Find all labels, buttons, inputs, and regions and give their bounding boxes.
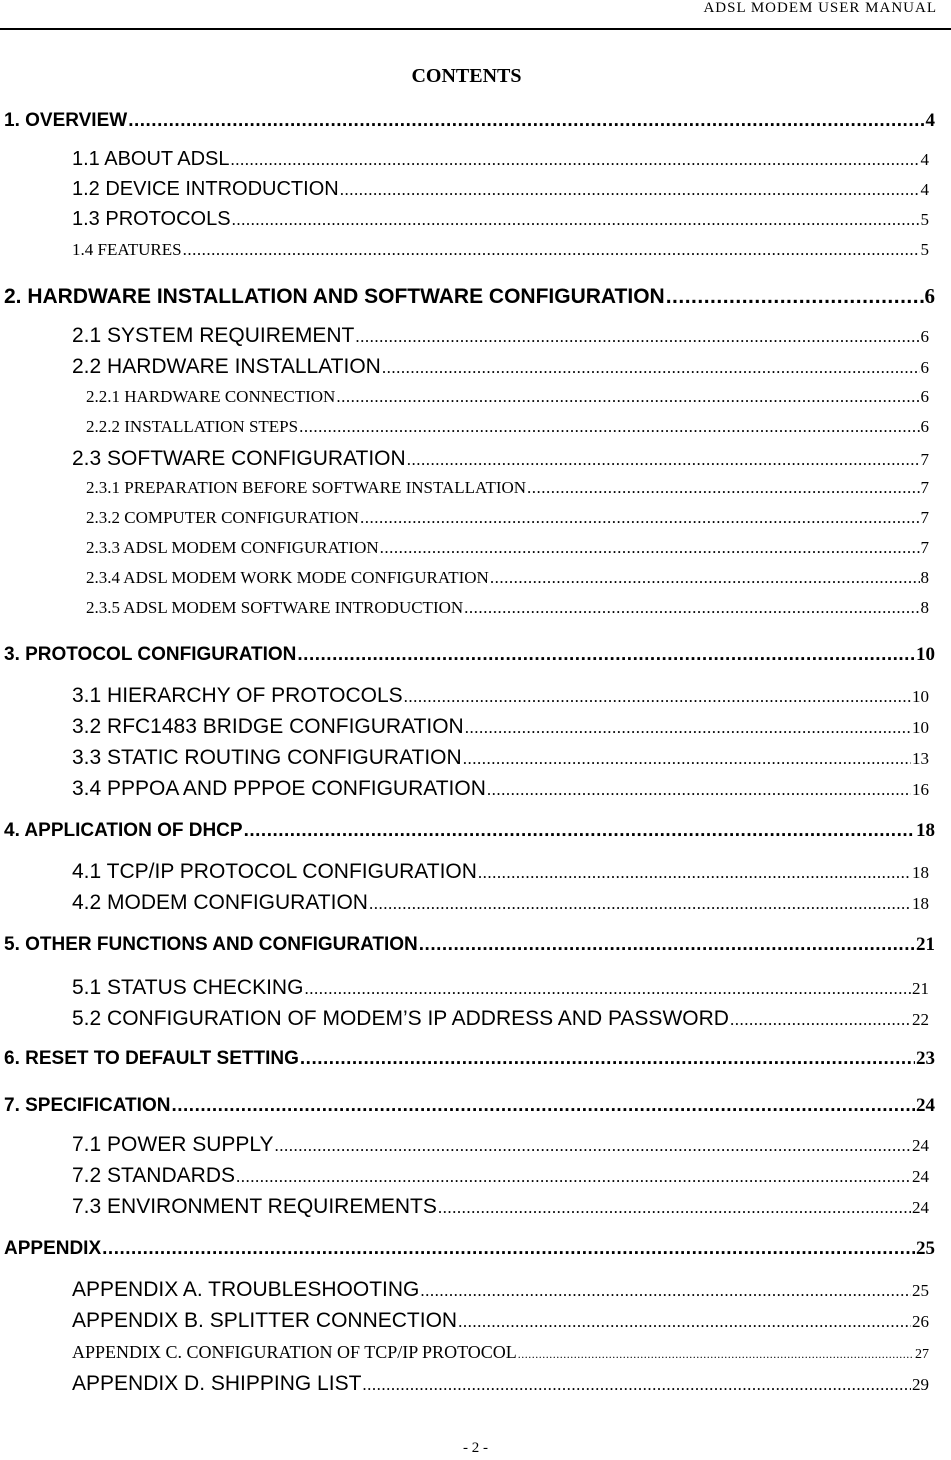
toc-entry-4-1[interactable] xyxy=(72,860,929,884)
toc-page: 13 xyxy=(912,749,929,768)
toc-page: 6 xyxy=(920,327,929,346)
toc-page: 22 xyxy=(912,1010,929,1029)
toc-entry-2-3-5[interactable] xyxy=(86,598,929,618)
toc-entry-5-1[interactable] xyxy=(72,976,929,1000)
toc-label: 1.1 ABOUT ADSL xyxy=(72,148,230,170)
toc-leader xyxy=(297,644,915,666)
toc-label: 4.1 TCP/IP PROTOCOL CONFIGURATION xyxy=(72,860,477,883)
toc-leader xyxy=(102,1238,915,1260)
toc-page: 16 xyxy=(912,780,929,799)
toc-page: 26 xyxy=(912,1312,929,1331)
toc-label: 4.2 MODEM CONFIGURATION xyxy=(72,891,368,914)
toc-page: 7 xyxy=(920,538,929,557)
toc-page: 10 xyxy=(912,718,929,737)
toc-entry-2[interactable] xyxy=(4,284,935,309)
toc-leader xyxy=(382,358,920,378)
toc-leader xyxy=(231,150,920,170)
toc-label: 3.2 RFC1483 BRIDGE CONFIGURATION xyxy=(72,715,464,738)
toc-page: 10 xyxy=(912,687,929,706)
toc-label: 2.3.5 ADSL MODEM SOFTWARE INTRODUCTION xyxy=(86,598,464,617)
toc-page: 24 xyxy=(912,1167,929,1186)
toc-entry-1-4[interactable] xyxy=(72,240,929,260)
toc-entry-2-1[interactable] xyxy=(72,324,929,348)
toc-entry-2-2-1[interactable] xyxy=(86,387,929,407)
toc-leader xyxy=(336,387,919,407)
toc-entry-2-3-2[interactable] xyxy=(86,508,929,528)
toc-label: 5.1 STATUS CHECKING xyxy=(72,976,304,999)
toc-page: 25 xyxy=(912,1281,929,1300)
toc-entry-4-2[interactable] xyxy=(72,891,929,915)
toc-entry-2-3-1[interactable] xyxy=(86,478,929,498)
toc-label: APPENDIX xyxy=(4,1238,102,1259)
toc-entry-6[interactable] xyxy=(4,1048,935,1070)
toc-entry-7-3[interactable] xyxy=(72,1195,929,1219)
toc-label: 5. OTHER FUNCTIONS AND CONFIGURATION xyxy=(4,934,418,955)
page-number: - 2 - xyxy=(463,1440,488,1456)
toc-page: 6 xyxy=(920,387,929,406)
toc-label: 2.2 HARDWARE INSTALLATION xyxy=(72,355,381,378)
toc-label: 3.4 PPPOA AND PPPOE CONFIGURATION xyxy=(72,777,486,800)
running-header: ADSL MODEM USER MANUAL xyxy=(703,0,937,16)
toc-entry-7-1[interactable] xyxy=(72,1133,929,1157)
toc-leader xyxy=(730,1010,911,1030)
toc-page: 18 xyxy=(912,863,929,882)
toc-leader xyxy=(420,1281,911,1301)
toc-entry-appendix-b[interactable] xyxy=(72,1309,929,1333)
toc-leader xyxy=(232,210,920,230)
toc-entry-1-3[interactable] xyxy=(72,208,929,231)
toc-entry-appendix-d[interactable] xyxy=(72,1372,929,1396)
toc-leader xyxy=(464,598,919,618)
toc-leader xyxy=(490,568,920,588)
toc-label: 6. RESET TO DEFAULT SETTING xyxy=(4,1048,299,1069)
toc-leader xyxy=(404,687,911,707)
toc-entry-2-3[interactable] xyxy=(72,447,929,471)
toc-leader xyxy=(478,863,911,883)
toc-page: 23 xyxy=(916,1048,935,1069)
toc-entry-1-1[interactable] xyxy=(72,148,929,171)
toc-page: 21 xyxy=(912,979,929,998)
toc-leader xyxy=(183,240,920,260)
page-title: CONTENTS xyxy=(411,65,522,87)
toc-entry-2-2-2[interactable] xyxy=(86,417,929,437)
toc-entry-3-3[interactable] xyxy=(72,746,929,770)
toc-entry-5-2[interactable] xyxy=(72,1007,929,1031)
toc-page: 5 xyxy=(920,240,929,259)
header-rule xyxy=(0,28,951,30)
toc-page: 21 xyxy=(916,934,935,955)
toc-label: 2. HARDWARE INSTALLATION AND SOFTWARE CONFIGURATION xyxy=(4,285,665,308)
toc-page: 24 xyxy=(916,1095,935,1116)
toc-leader xyxy=(300,1048,915,1070)
toc-leader xyxy=(369,894,911,914)
toc-page: 6 xyxy=(920,358,929,377)
toc-leader xyxy=(299,417,919,437)
toc-page: 4 xyxy=(920,150,929,169)
toc-leader xyxy=(304,979,911,999)
toc-label: 7.1 POWER SUPPLY xyxy=(72,1133,274,1156)
toc-label: 4. APPLICATION OF DHCP xyxy=(4,820,243,841)
toc-entry-7-2[interactable] xyxy=(72,1164,929,1188)
toc-leader xyxy=(360,508,920,528)
toc-page: 18 xyxy=(912,894,929,913)
toc-page: 29 xyxy=(912,1375,929,1394)
toc-label: APPENDIX A. TROUBLESHOOTING xyxy=(72,1278,420,1301)
toc-entry-5[interactable] xyxy=(4,934,935,956)
toc-label: 7.2 STANDARDS xyxy=(72,1164,235,1187)
toc-leader xyxy=(458,1312,911,1332)
toc-entry-1[interactable] xyxy=(4,110,935,132)
toc-leader xyxy=(465,718,911,738)
toc-page: 7 xyxy=(920,450,929,469)
toc-page: 25 xyxy=(916,1238,935,1259)
toc-page: 27 xyxy=(915,1347,929,1362)
toc-label: 1.4 FEATURES xyxy=(72,240,182,259)
toc-label: 3.3 STATIC ROUTING CONFIGURATION xyxy=(72,746,462,769)
toc-leader xyxy=(236,1167,911,1187)
toc-page: 10 xyxy=(916,644,935,665)
toc-leader xyxy=(380,538,920,558)
toc-entry-7[interactable] xyxy=(4,1095,935,1117)
toc-label: 2.1 SYSTEM REQUIREMENT xyxy=(72,324,355,347)
toc-leader xyxy=(244,820,915,842)
toc-page: 8 xyxy=(920,598,929,617)
toc-label: 2.3.1 PREPARATION BEFORE SOFTWARE INSTALLATION xyxy=(86,478,527,497)
toc-label: 7. SPECIFICATION xyxy=(4,1095,171,1116)
toc-label: 7.3 ENVIRONMENT REQUIREMENTS xyxy=(72,1195,437,1218)
toc-label: 3.1 HIERARCHY OF PROTOCOLS xyxy=(72,684,403,707)
toc-page: 24 xyxy=(912,1136,929,1155)
toc-entry-3-2[interactable] xyxy=(72,715,929,739)
toc-entry-4[interactable] xyxy=(4,820,935,842)
toc-entry-3-1[interactable] xyxy=(72,684,929,708)
toc-label: 2.3 SOFTWARE CONFIGURATION xyxy=(72,447,406,470)
toc-page: 6 xyxy=(920,417,929,436)
toc-page: 4 xyxy=(925,110,935,131)
toc-leader xyxy=(128,110,924,132)
toc-leader xyxy=(527,478,919,498)
toc-page: 24 xyxy=(912,1198,929,1217)
toc-entry-3-4[interactable] xyxy=(72,777,929,801)
toc-page: 6 xyxy=(924,284,935,308)
toc-leader xyxy=(438,1198,911,1218)
toc-entry-3[interactable] xyxy=(4,644,935,666)
toc-entry-1-2[interactable] xyxy=(72,178,929,201)
toc-leader xyxy=(518,1347,914,1362)
toc-leader xyxy=(407,450,920,470)
toc-label: APPENDIX C. CONFIGURATION OF TCP/IP PROTOCOL xyxy=(72,1342,517,1362)
toc-label: APPENDIX D. SHIPPING LIST xyxy=(72,1372,362,1395)
toc-leader xyxy=(355,327,919,347)
toc-page: 8 xyxy=(920,568,929,587)
toc-label: 1. OVERVIEW xyxy=(4,110,128,131)
toc-label: APPENDIX B. SPLITTER CONNECTION xyxy=(72,1309,458,1332)
toc-label: 5.2 CONFIGURATION OF MODEM’S IP ADDRESS AND PASSWORD xyxy=(72,1007,729,1030)
toc-page: 18 xyxy=(916,820,935,841)
toc-entry-2-2[interactable] xyxy=(72,355,929,379)
toc-label: 2.3.3 ADSL MODEM CONFIGURATION xyxy=(86,538,379,557)
toc-label: 2.2.1 HARDWARE CONNECTION xyxy=(86,387,336,406)
toc-label: 3. PROTOCOL CONFIGURATION xyxy=(4,644,297,665)
toc-leader xyxy=(487,780,911,800)
toc-leader xyxy=(340,180,920,200)
toc-entry-appendix[interactable] xyxy=(4,1238,935,1260)
toc-entry-2-3-4[interactable] xyxy=(86,568,929,588)
toc-leader xyxy=(463,749,911,769)
toc-entry-2-3-3[interactable] xyxy=(86,538,929,558)
toc-entry-appendix-a[interactable] xyxy=(72,1278,929,1302)
toc-entry-appendix-c[interactable] xyxy=(72,1342,929,1363)
toc-label: 2.3.4 ADSL MODEM WORK MODE CONFIGURATION xyxy=(86,568,489,587)
toc-leader xyxy=(275,1136,911,1156)
toc-leader xyxy=(362,1375,911,1395)
toc-leader xyxy=(419,934,915,956)
toc-label: 1.3 PROTOCOLS xyxy=(72,208,231,230)
toc-label: 1.2 DEVICE INTRODUCTION xyxy=(72,178,339,200)
toc-page: 4 xyxy=(920,180,929,199)
toc-page: 5 xyxy=(920,210,929,229)
toc-leader xyxy=(666,285,924,309)
toc-label: 2.2.2 INSTALLATION STEPS xyxy=(86,417,299,436)
toc-label: 2.3.2 COMPUTER CONFIGURATION xyxy=(86,508,359,527)
toc-page: 7 xyxy=(920,478,929,497)
toc-page: 7 xyxy=(920,508,929,527)
toc-leader xyxy=(171,1095,915,1117)
